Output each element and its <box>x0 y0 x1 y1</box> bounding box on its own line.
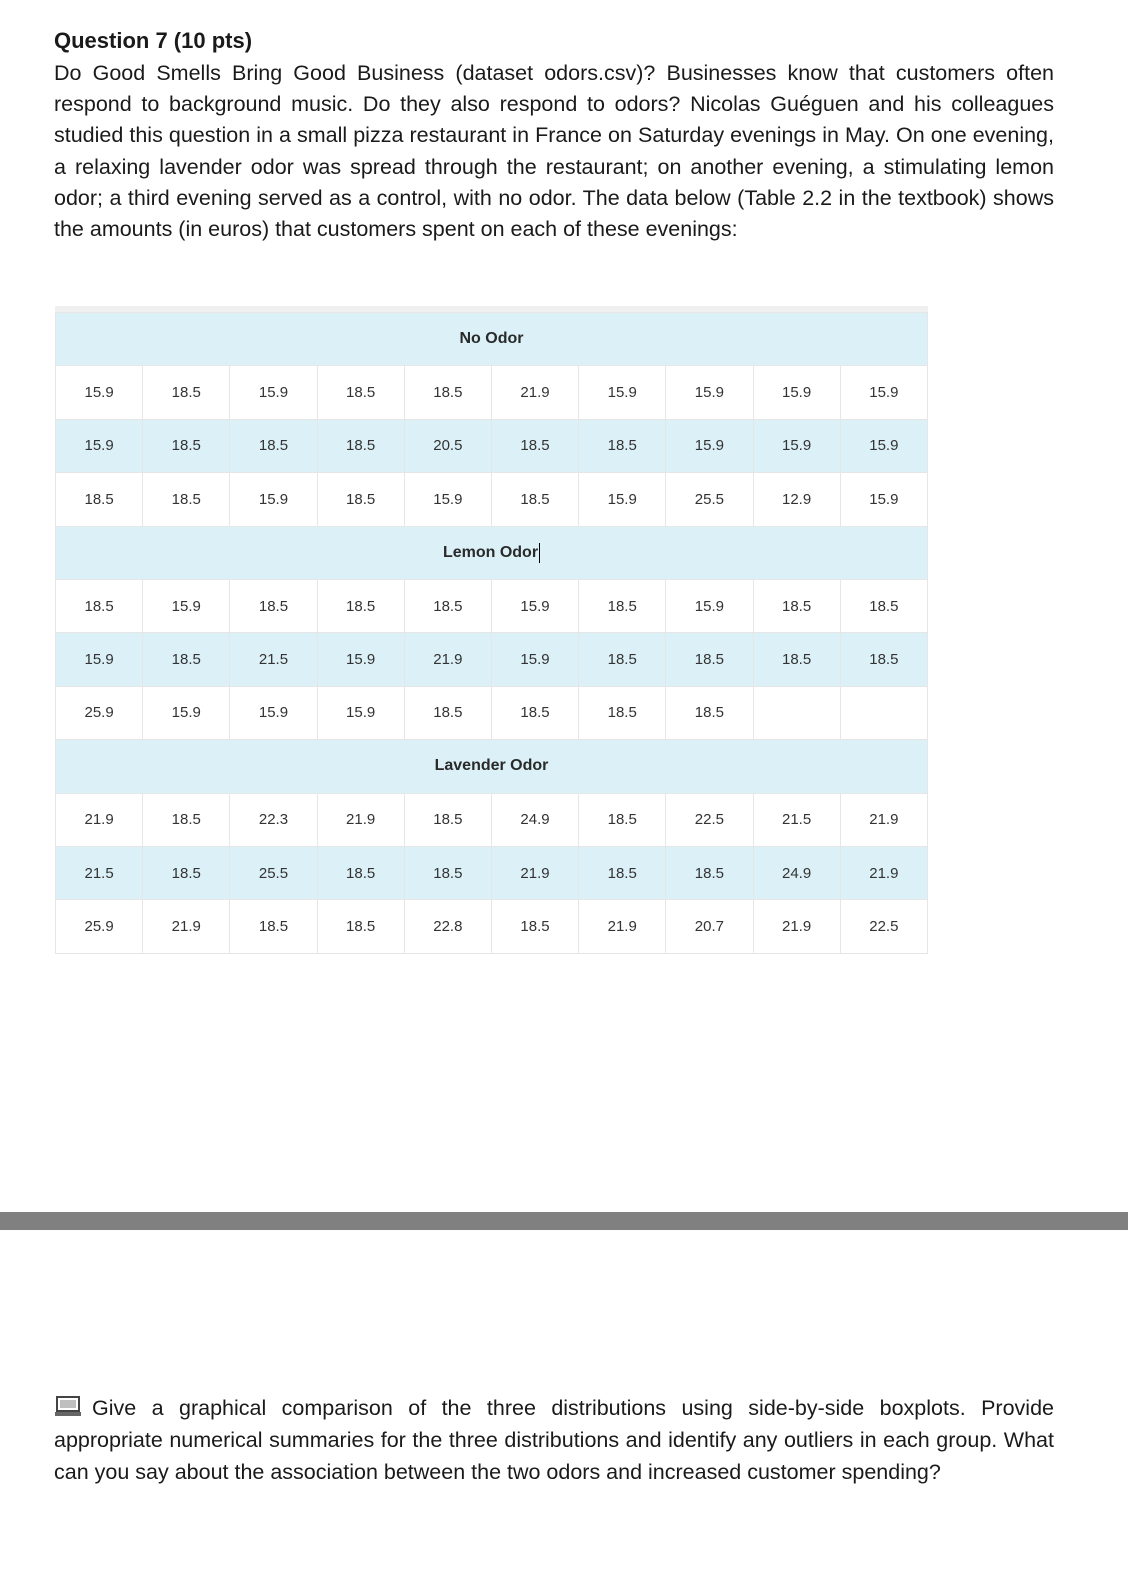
table-cell: 15.9 <box>56 633 143 686</box>
table-cell <box>840 686 927 739</box>
question-title: Question 7 (10 pts) <box>54 28 253 53</box>
question-body: Do Good Smells Bring Good Business (dataset odors.csv)? Businesses know that customers often respond to background music. Do they also respond to odors? Nicolas Guéguen and his colleagues studied this question in a small pizza restaurant in France on Saturday evenings in May. On one evening, a relaxing lavender odor was spread through the restaurant; on another evening, a stimulating lemon odor; a third evening served as a control, with no odor. The data below (Table 2.2 in the textbook) shows the amounts (in euros) that customers spent on each of these evenings: <box>54 61 1054 242</box>
table-cell: 18.5 <box>579 846 666 899</box>
table-cell: 18.5 <box>666 686 753 739</box>
table-cell: 15.9 <box>404 473 491 526</box>
group-header-lemon-odor <box>56 526 928 579</box>
table-cell: 22.8 <box>404 900 491 953</box>
table-cell: 18.5 <box>317 900 404 953</box>
table-cell: 18.5 <box>230 579 317 632</box>
table-cell: 15.9 <box>230 686 317 739</box>
table-cell: 15.9 <box>579 473 666 526</box>
table-row <box>56 473 928 526</box>
table-cell: 15.9 <box>230 473 317 526</box>
table-cell: 15.9 <box>143 686 230 739</box>
computer-icon <box>54 1395 84 1417</box>
table-cell: 18.5 <box>491 419 578 472</box>
table-cell: 15.9 <box>840 366 927 419</box>
table-row <box>56 419 928 472</box>
table-cell: 21.5 <box>56 846 143 899</box>
table-cell: 15.9 <box>491 579 578 632</box>
table-cell: 18.5 <box>317 846 404 899</box>
table-cell: 18.5 <box>491 473 578 526</box>
table-cell: 21.9 <box>317 793 404 846</box>
table-cell: 21.5 <box>753 793 840 846</box>
table-cell: 15.9 <box>317 633 404 686</box>
table-cell: 25.5 <box>666 473 753 526</box>
table-cell: 21.9 <box>143 900 230 953</box>
table-cell: 18.5 <box>666 846 753 899</box>
table-cell: 24.9 <box>753 846 840 899</box>
table-cell: 18.5 <box>491 686 578 739</box>
table-cell: 21.9 <box>491 846 578 899</box>
table-cell: 21.9 <box>491 366 578 419</box>
table-cell: 22.3 <box>230 793 317 846</box>
table-cell: 15.9 <box>753 419 840 472</box>
table-cell: 20.5 <box>404 419 491 472</box>
table-cell: 18.5 <box>404 579 491 632</box>
table-row <box>56 686 928 739</box>
table-cell: 21.9 <box>753 900 840 953</box>
prompt-text: Give a graphical comparison of the three distributions using side-by-side boxplots. Provide appropriate numerical summaries for the three distributions and identify any outliers in each group. What can you say about the association between the two odors and increased customer spending? <box>54 1396 1054 1484</box>
table-cell: 18.5 <box>491 900 578 953</box>
text-cursor <box>539 543 540 563</box>
table-cell: 25.9 <box>56 686 143 739</box>
table-row <box>56 633 928 686</box>
table-cell: 18.5 <box>404 793 491 846</box>
table-cell: 18.5 <box>666 633 753 686</box>
table-cell: 15.9 <box>230 366 317 419</box>
table-cell: 18.5 <box>579 633 666 686</box>
table-row <box>56 366 928 419</box>
table-row <box>56 579 928 632</box>
table-cell: 21.9 <box>579 900 666 953</box>
table-cell: 21.9 <box>840 846 927 899</box>
table-cell: 18.5 <box>404 366 491 419</box>
table-cell: 25.9 <box>56 900 143 953</box>
group-header-no-odor <box>56 313 928 366</box>
table-cell: 18.5 <box>579 419 666 472</box>
table-cell: 18.5 <box>840 633 927 686</box>
table-cell: 18.5 <box>404 686 491 739</box>
table-cell: 15.9 <box>666 419 753 472</box>
table-cell: 15.9 <box>840 419 927 472</box>
table-cell: 15.9 <box>666 366 753 419</box>
table-cell: 18.5 <box>143 793 230 846</box>
table-row <box>56 900 928 953</box>
group-label: Lavender Odor <box>434 757 549 775</box>
table-cell: 18.5 <box>579 686 666 739</box>
table-cell: 18.5 <box>143 846 230 899</box>
table-cell: 18.5 <box>143 633 230 686</box>
table-cell: 21.9 <box>840 793 927 846</box>
table-cell: 18.5 <box>56 473 143 526</box>
section-divider <box>0 1212 1128 1230</box>
table-cell: 15.9 <box>317 686 404 739</box>
table-cell: 18.5 <box>840 579 927 632</box>
table-cell: 18.5 <box>317 473 404 526</box>
group-header-lavender-odor <box>56 740 928 793</box>
table-cell: 18.5 <box>579 579 666 632</box>
table-cell: 18.5 <box>143 473 230 526</box>
table-cell: 18.5 <box>317 419 404 472</box>
table-row <box>56 793 928 846</box>
table-cell: 12.9 <box>753 473 840 526</box>
table-cell: 18.5 <box>753 633 840 686</box>
table-cell: 15.9 <box>579 366 666 419</box>
table-cell: 18.5 <box>56 579 143 632</box>
table-cell: 21.9 <box>56 793 143 846</box>
table-cell: 15.9 <box>491 633 578 686</box>
group-label: Lemon Odor <box>442 543 539 561</box>
odor-data-table <box>55 306 928 955</box>
table-cell <box>753 686 840 739</box>
table-cell: 20.7 <box>666 900 753 953</box>
table-cell: 15.9 <box>666 579 753 632</box>
table-cell: 15.9 <box>753 366 840 419</box>
table-cell: 22.5 <box>666 793 753 846</box>
table-cell: 21.9 <box>404 633 491 686</box>
table-cell: 25.5 <box>230 846 317 899</box>
table-cell: 18.5 <box>143 366 230 419</box>
table-cell: 18.5 <box>404 846 491 899</box>
table-cell: 18.5 <box>579 793 666 846</box>
prompt-paragraph <box>54 1392 1054 1488</box>
table-cell: 24.9 <box>491 793 578 846</box>
table-cell: 21.5 <box>230 633 317 686</box>
table-cell: 18.5 <box>317 366 404 419</box>
table-cell: 18.5 <box>143 419 230 472</box>
table-cell: 15.9 <box>56 366 143 419</box>
table-cell: 15.9 <box>56 419 143 472</box>
table-cell: 18.5 <box>230 419 317 472</box>
group-label: No Odor <box>459 330 524 348</box>
table-cell: 18.5 <box>317 579 404 632</box>
table-cell: 15.9 <box>143 579 230 632</box>
table-row <box>56 846 928 899</box>
table-cell: 15.9 <box>840 473 927 526</box>
table-cell: 18.5 <box>753 579 840 632</box>
table-cell: 22.5 <box>840 900 927 953</box>
table-cell: 18.5 <box>230 900 317 953</box>
